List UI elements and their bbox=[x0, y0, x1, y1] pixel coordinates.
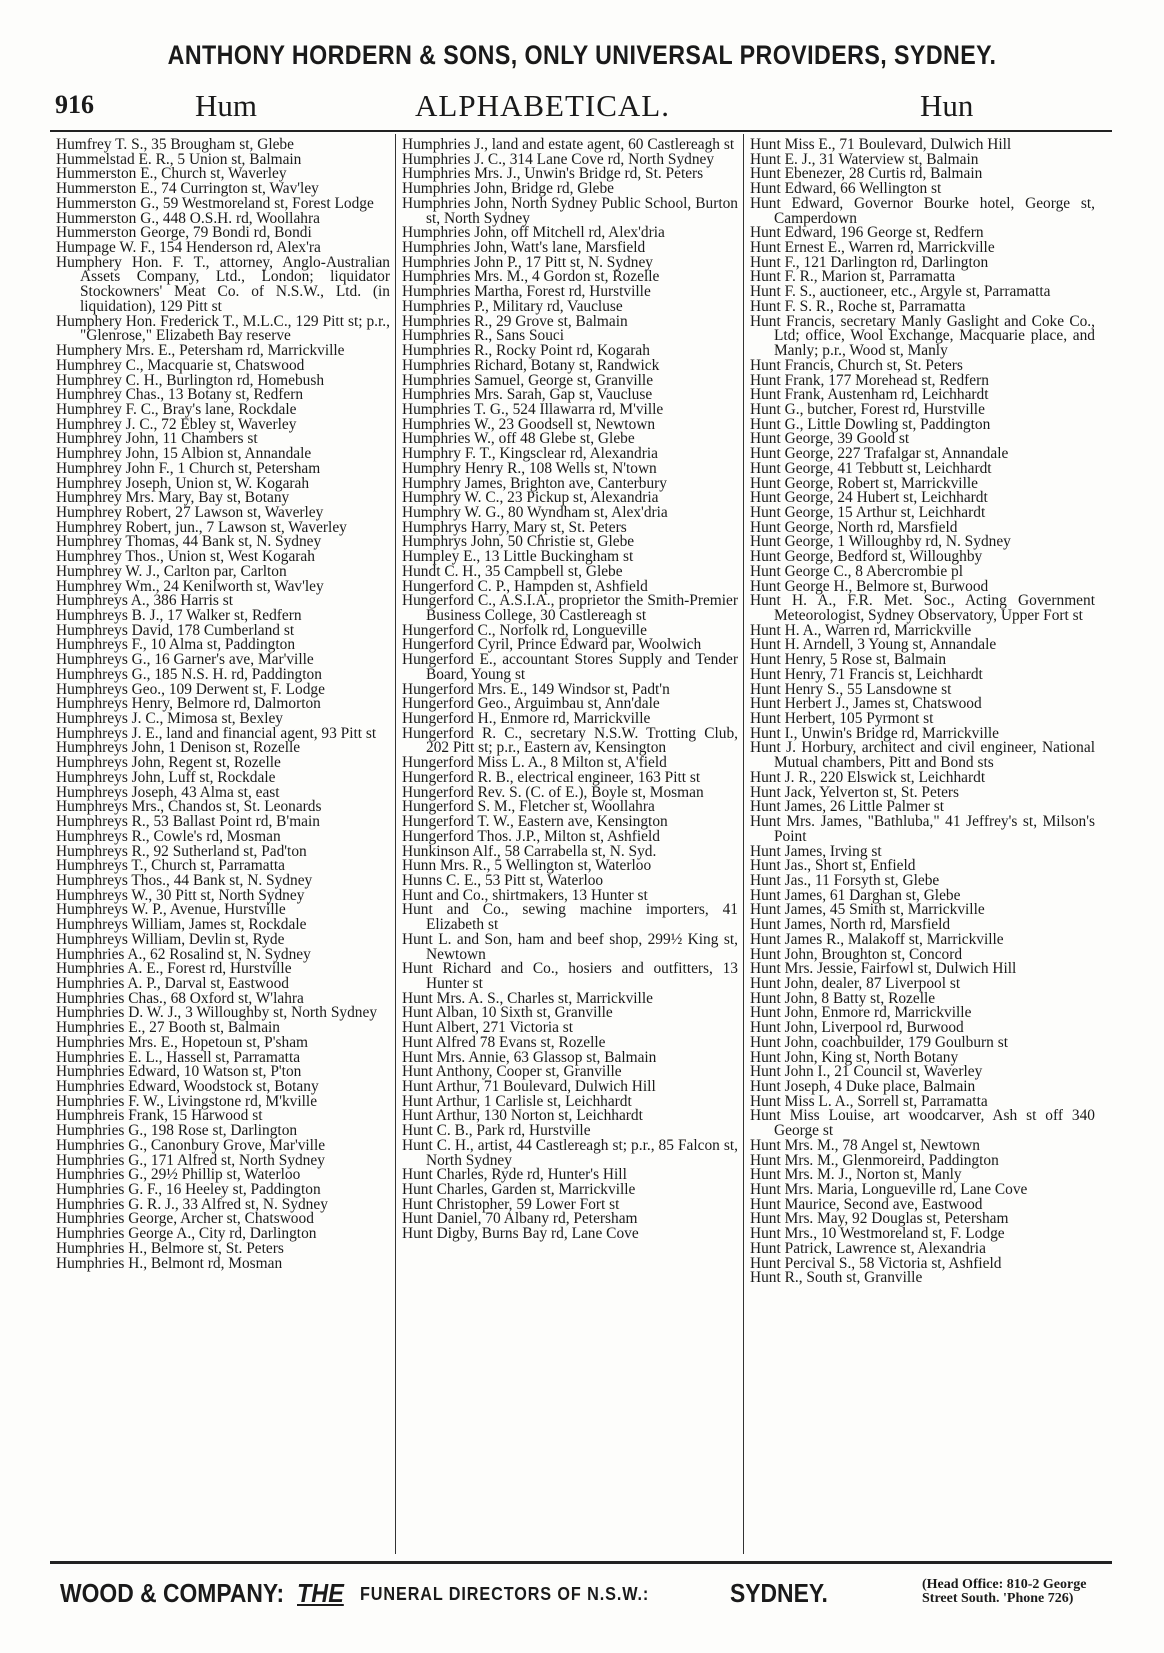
directory-entry: Humphries J. C., 314 Lane Cove rd, North Sydney bbox=[402, 150, 715, 168]
directory-entry: Humphries John, Bridge rd, Glebe bbox=[402, 180, 615, 198]
directory-entry: Hunt George, 15 Arthur st, Leichhardt bbox=[750, 503, 986, 521]
directory-entry: Hunt Albert, 271 Victoria st bbox=[402, 1019, 574, 1037]
directory-entry: Humpley E., 13 Little Buckingham st bbox=[402, 548, 634, 566]
directory-entry: Hunt Arthur, 130 Norton st, Leichhardt bbox=[402, 1107, 643, 1125]
directory-entry: Humphreys William, Devlin st, Ryde bbox=[56, 930, 285, 948]
directory-entry: Humphrey Chas., 13 Botany st, Redfern bbox=[56, 386, 304, 404]
directory-entry: Humphreys R., Cowle's rd, Mosman bbox=[56, 827, 281, 845]
directory-entry: Hunt F., 121 Darlington rd, Darlington bbox=[750, 253, 989, 271]
footer-rule bbox=[50, 1561, 1112, 1564]
directory-entry: Hunt Henry, 71 Francis st, Leichhardt bbox=[750, 665, 983, 683]
page-number: 916 bbox=[55, 90, 94, 119]
directory-entry: Humphrey John, 11 Chambers st bbox=[56, 430, 258, 448]
directory-entry: Hunt John, 8 Batty st, Rozelle bbox=[750, 989, 936, 1007]
directory-entry: Hunt Miss L. A., Sorrell st, Parramatta bbox=[750, 1092, 988, 1110]
directory-entry: Humphrey C., Macquarie st, Chatswood bbox=[56, 356, 305, 374]
directory-entry: Hunt Percival S., 58 Victoria st, Ashfield bbox=[750, 1254, 1002, 1272]
directory-entry: Hunt Herbert, 105 Pyrmont st bbox=[750, 710, 934, 728]
directory-entry: Humphries R., 29 Grove st, Balmain bbox=[402, 312, 628, 330]
directory-entry: Hunt John, Broughton st, Concord bbox=[750, 945, 963, 963]
directory-entry: Humphries H., Belmore st, St. Peters bbox=[56, 1239, 284, 1257]
directory-entry: Hunn Mrs. R., 5 Wellington st, Waterloo bbox=[402, 857, 652, 875]
directory-entry: Humphreys B. J., 17 Walker st, Redfern bbox=[56, 607, 302, 624]
directory-entry: Humphreys Mrs., Chandos st, St. Leonards bbox=[56, 798, 322, 816]
directory-entry: Hummerston G., 448 O.S.H. rd, Woollahra bbox=[56, 209, 320, 227]
directory-entry: Hunt Frank, Austenham rd, Leichhardt bbox=[750, 386, 989, 404]
directory-entry: Humphreys J. C., Mimosa st, Bexley bbox=[56, 710, 284, 728]
directory-entry: Hunt Maurice, Second ave, Eastwood bbox=[750, 1195, 983, 1213]
directory-entry: Humphries H., Belmont rd, Mosman bbox=[56, 1254, 283, 1272]
directory-entry: Hunt Edward, 66 Wellington st bbox=[750, 180, 942, 198]
directory-entry: Hunt C. H., artist, 44 Castlereagh st; p.r., 85 Falcon st, North Sydney bbox=[402, 1136, 742, 1169]
directory-entry: Hunt Francis, Church st, St. Peters bbox=[750, 356, 963, 374]
directory-entry: Hummerston George, 79 Bondi rd, Bondi bbox=[56, 224, 312, 242]
directory-entry: Hungerford T. W., Eastern ave, Kensington bbox=[402, 813, 668, 831]
directory-entry: Humphrey Thomas, 44 Bank st, N. Sydney bbox=[56, 533, 322, 551]
directory-entry: Hunt Charles, Ryde rd, Hunter's Hill bbox=[402, 1166, 627, 1184]
directory-entry: Humphreys T., Church st, Parramatta bbox=[56, 857, 285, 875]
right-guide-word: Hun bbox=[920, 88, 974, 123]
directory-entry: Humphries F. W., Livingstone rd, M'kville bbox=[56, 1092, 318, 1110]
directory-entry: Hunt Patrick, Lawrence st, Alexandria bbox=[750, 1239, 986, 1257]
directory-entry: Humphreys J. E., land and financial agent, 93 Pitt st bbox=[56, 724, 377, 742]
directory-entry: Humphry W. C., 23 Pickup st, Alexandria bbox=[402, 489, 659, 507]
column-divider bbox=[743, 134, 744, 1554]
directory-entry: Hummerston E., 74 Currington st, Wav'ley bbox=[56, 180, 319, 198]
directory-entry: Hunt James, 45 Smith st, Marrickville bbox=[750, 901, 985, 919]
directory-entry: Humphry F. T., Kingsclear rd, Alexandria bbox=[402, 445, 658, 463]
directory-entry: Hunt George, 39 Goold st bbox=[750, 430, 910, 448]
directory-entry: Humphery Hon. F. T., attorney, Anglo-Australian Assets Company, Ltd., London; liquidator Stockowners' Meat Co. of N.S.W., Ltd. (in liquidation), 129 Pitt st bbox=[56, 253, 394, 315]
directory-entry: Humphries Edward, Woodstock st, Botany bbox=[56, 1078, 319, 1095]
directory-entry: Humpage W. F., 154 Henderson rd, Alex'ra bbox=[56, 239, 321, 257]
directory-entry: Hunt Frank, 177 Morehead st, Redfern bbox=[750, 371, 989, 389]
directory-column-1 bbox=[56, 136, 394, 1272]
directory-entry: Hungerford Rev. S. (C. of E.), Boyle st, Mosman bbox=[402, 783, 704, 801]
directory-entry: Humphrey John F., 1 Church st, Petersham bbox=[56, 459, 321, 477]
directory-entry: Humphreys David, 178 Cumberland st bbox=[56, 621, 295, 639]
directory-entry: Humphries E. L., Hassell st, Parramatta bbox=[56, 1048, 301, 1066]
footer-tagline: FUNERAL DIRECTORS OF N.S.W.: bbox=[360, 1584, 650, 1604]
directory-entry: Hunt F. R., Marion st, Parramatta bbox=[750, 268, 956, 286]
directory-entry: Hunt Francis, secretary Manly Gaslight and Coke Co., Ltd; office, Wool Exchange, Macquarie place, and Manly; p.r., Wood st, Manly bbox=[750, 312, 1099, 360]
footer-office bbox=[922, 1578, 1086, 1606]
directory-entry: Hunt Mrs. James, "Bathluba," 41 Jeffrey's st, Milson's Point bbox=[750, 813, 1099, 845]
directory-entry: Hummerston G., 59 Westmoreland st, Forest Lodge bbox=[56, 194, 374, 212]
directory-entry: Humphries G., Canonbury Grove, Mar'ville bbox=[56, 1136, 326, 1154]
directory-entry: Hunt Digby, Burns Bay rd, Lane Cove bbox=[402, 1225, 639, 1243]
directory-entry: Hunt Richard and Co., hosiers and outfitters, 13 Hunter st bbox=[402, 960, 742, 992]
directory-entry: Hunt Mrs. A. S., Charles st, Marrickville bbox=[402, 989, 653, 1007]
directory-entry: Humphries Martha, Forest rd, Hurstville bbox=[402, 283, 651, 301]
directory-entry: Hunt George, 24 Hubert st, Leichhardt bbox=[750, 489, 988, 507]
directory-entry: Hunt John I., 21 Council st, Waverley bbox=[750, 1063, 983, 1081]
directory-entry: Hungerford S. M., Fletcher st, Woollahra bbox=[402, 798, 655, 816]
directory-entry: Humphries J., land and estate agent, 60 Castlereagh st bbox=[402, 136, 735, 153]
directory-entry: Hunt F. S. R., Roche st, Parramatta bbox=[750, 297, 966, 315]
directory-entry: Humphreys W., 30 Pitt st, North Sydney bbox=[56, 886, 305, 904]
directory-entry: Humphrey Thos., Union st, West Kogarah bbox=[56, 548, 315, 566]
directory-entry: Hunt George, Bedford st, Willoughby bbox=[750, 548, 983, 566]
directory-entry: Hunt F. S., auctioneer, etc., Argyle st, Parramatta bbox=[750, 283, 1051, 301]
directory-entry: Hunt Anthony, Cooper st, Granville bbox=[402, 1063, 622, 1081]
directory-entry: Humphries W., 23 Goodsell st, Newtown bbox=[402, 415, 656, 433]
directory-entry: Humphries G., 198 Rose st, Darlington bbox=[56, 1122, 298, 1140]
directory-entry: Humphries John, Watt's lane, Marsfield bbox=[402, 239, 646, 257]
directory-entry: Hunt Jas., 11 Forsyth st, Glebe bbox=[750, 871, 940, 889]
directory-entry: Hunt J. R., 220 Elswick st, Leichhardt bbox=[750, 768, 986, 786]
directory-entry: Humphry W. G., 80 Wyndham st, Alex'dria bbox=[402, 503, 668, 521]
directory-entry: Humphries George A., City rd, Darlington bbox=[56, 1225, 317, 1243]
directory-entry: Humphries R., Rocky Point rd, Kogarah bbox=[402, 342, 650, 360]
directory-entry: Humphrey W. J., Carlton par, Carlton bbox=[56, 562, 287, 580]
directory-entry: Humphrey Mrs. Mary, Bay st, Botany bbox=[56, 489, 290, 507]
directory-entry: Hunt George, 41 Tebbutt st, Leichhardt bbox=[750, 459, 992, 477]
directory-entry: Hunt James, Irving st bbox=[750, 842, 882, 860]
directory-entry: Humphries Mrs. Sarah, Gap st, Vaucluse bbox=[402, 386, 653, 404]
directory-entry: Humphreys John, 1 Denison st, Rozelle bbox=[56, 739, 301, 757]
directory-entry: Hunt Alfred 78 Evans st, Rozelle bbox=[402, 1033, 606, 1051]
directory-entry: Humphries G., 29½ Phillip st, Waterloo bbox=[56, 1166, 301, 1184]
directory-entry: Hunt Arthur, 1 Carlisle st, Leichhardt bbox=[402, 1092, 632, 1110]
directory-entry: Humphery Mrs. E., Petersham rd, Marrickville bbox=[56, 342, 345, 360]
directory-entry: Hunt John, dealer, 87 Liverpool st bbox=[750, 974, 961, 992]
directory-entry: Humphrey J. C., 72 Ebley st, Waverley bbox=[56, 415, 297, 433]
directory-entry: Hunt James, North rd, Marsfield bbox=[750, 916, 951, 934]
directory-entry: Humphrey John, 15 Albion st, Annandale bbox=[56, 445, 312, 463]
directory-entry: Hunt Christopher, 59 Lower Fort st bbox=[402, 1195, 620, 1213]
directory-entry: Hunt George, 1 Willoughby rd, N. Sydney bbox=[750, 533, 1011, 551]
directory-entry: Hunt Jas., Short st, Enfield bbox=[750, 857, 916, 875]
directory-entry: Hunt George H., Belmore st, Burwood bbox=[750, 577, 989, 595]
directory-entry: Humphry Henry R., 108 Wells st, N'town bbox=[402, 459, 657, 477]
directory-entry: Humphrey Robert, 27 Lawson st, Waverley bbox=[56, 503, 324, 521]
directory-entry: Hungerford Cyril, Prince Edward par, Woolwich bbox=[402, 636, 702, 654]
directory-entry: Humphries Edward, 10 Watson st, P'ton bbox=[56, 1063, 302, 1081]
directory-entry: Hunt J. Horbury, architect and civil engineer, National Mutual chambers, Pitt and Bond sts bbox=[750, 739, 1099, 772]
directory-entry: Humphrey Wm., 24 Kenilworth st, Wav'ley bbox=[56, 577, 324, 595]
directory-entry: Humphries John, North Sydney Public School, Burton st, North Sydney bbox=[402, 194, 742, 227]
directory-entry: Hunt Ernest E., Warren rd, Marrickville bbox=[750, 239, 995, 257]
directory-entry: Hungerford Thos. J.P., Milton st, Ashfield bbox=[402, 827, 660, 845]
directory-entry: Hunt Miss E., 71 Boulevard, Dulwich Hill bbox=[750, 136, 1012, 153]
directory-entry: Hunt R., South st, Granville bbox=[750, 1269, 923, 1287]
directory-entry: Hungerford Miss L. A., 8 Milton st, A'field bbox=[402, 754, 667, 772]
directory-entry: Humphreys William, James st, Rockdale bbox=[56, 916, 307, 934]
directory-entry: Hunt Mrs. Jessie, Fairfowl st, Dulwich Hill bbox=[750, 960, 1017, 978]
directory-entry: Hunt James, 26 Little Palmer st bbox=[750, 798, 945, 816]
directory-entry: Hunt John, coachbuilder, 179 Goulburn st bbox=[750, 1033, 1008, 1051]
directory-entry: Humphries T. G., 524 Illawarra rd, M'ville bbox=[402, 400, 664, 418]
directory-entry: Hunt Arthur, 71 Boulevard, Dulwich Hill bbox=[402, 1078, 656, 1095]
directory-entry: Hungerford H., Enmore rd, Marrickville bbox=[402, 710, 651, 728]
header-rule bbox=[50, 130, 1112, 132]
directory-entry: Humphries Mrs. M., 4 Gordon st, Rozelle bbox=[402, 268, 660, 286]
directory-entry: Humphries Samuel, George st, Granville bbox=[402, 371, 654, 389]
directory-entry: Hungerford E., accountant Stores Supply and Tender Board, Young st bbox=[402, 651, 742, 683]
directory-entry: Humphreys G., 16 Garner's ave, Mar'ville bbox=[56, 651, 314, 669]
directory-entry: Humphreis Frank, 15 Harwood st bbox=[56, 1107, 263, 1125]
directory-entry: Hunkinson Alf., 58 Carrabella st, N. Syd. bbox=[402, 842, 657, 860]
directory-entry: Humphries John, off Mitchell rd, Alex'dria bbox=[402, 224, 665, 242]
directory-entry: Humphreys Thos., 44 Bank st, N. Sydney bbox=[56, 871, 313, 889]
advertising-banner: ANTHONY HORDERN & SONS, ONLY UNIVERSAL PROVIDERS, SYDNEY. bbox=[167, 40, 997, 70]
directory-entry: Humphrey Robert, jun., 7 Lawson st, Waverley bbox=[56, 518, 347, 536]
directory-entry: Hungerford Geo., Arguimbau st, Ann'dale bbox=[402, 695, 660, 713]
directory-entry: Hunt Mrs., 10 Westmoreland st, F. Lodge bbox=[750, 1225, 1005, 1243]
directory-entry: Humphreys W. P., Avenue, Hurstville bbox=[56, 901, 286, 919]
directory-entry: Hunt John, Enmore rd, Marrickville bbox=[750, 1004, 972, 1022]
directory-entry: Humphreys A., 386 Harris st bbox=[56, 592, 233, 610]
directory-entry: Hunt George, North rd, Marsfield bbox=[750, 518, 958, 536]
column-divider bbox=[395, 134, 396, 1554]
directory-entry: Humphreys Joseph, 43 Alma st, east bbox=[56, 783, 280, 801]
page-header bbox=[55, 88, 1115, 124]
directory-entry: Hunt H. A., Warren rd, Marrickville bbox=[750, 621, 972, 639]
directory-entry: Hunt Jack, Yelverton st, St. Peters bbox=[750, 783, 960, 801]
directory-entry: Hungerford C., A.S.I.A., proprietor the Smith-Premier Business College, 30 Castlereagh st bbox=[402, 592, 742, 624]
directory-entry: Hunt Daniel, 70 Albany rd, Petersham bbox=[402, 1210, 638, 1228]
directory-entry: Humphries D. W. J., 3 Willoughby st, North Sydney bbox=[56, 1004, 378, 1022]
directory-entry: Humphrey F. C., Bray's lane, Rockdale bbox=[56, 400, 297, 418]
directory-entry: Humphrys Harry, Mary st, St. Peters bbox=[402, 518, 627, 536]
directory-entry: Hunt Mrs. M. J., Norton st, Manly bbox=[750, 1166, 962, 1184]
directory-entry: Humphries G. F., 16 Heeley st, Paddington bbox=[56, 1181, 321, 1199]
directory-entry: Humphries E., 27 Booth st, Balmain bbox=[56, 1019, 281, 1037]
directory-entry: Humphreys John, Regent st, Rozelle bbox=[56, 754, 281, 772]
directory-entry: Humphries George, Archer st, Chatswood bbox=[56, 1210, 314, 1228]
directory-entry: Hunt E. J., 31 Waterview st, Balmain bbox=[750, 150, 979, 168]
section-title: ALPHABETICAL. bbox=[415, 88, 670, 123]
footer-company: WOOD & COMPANY: bbox=[60, 1578, 285, 1608]
directory-column-2 bbox=[402, 136, 742, 1243]
directory-entry: Hunt George C., 8 Abercrombie pl bbox=[750, 562, 964, 580]
directory-entry: Humphrey C. H., Burlington rd, Homebush bbox=[56, 371, 325, 389]
directory-entry: Humphreys Geo., 109 Derwent st, F. Lodge bbox=[56, 680, 325, 698]
directory-entry: Humphries A. P., Darval st, Eastwood bbox=[56, 974, 289, 992]
directory-entry: Humfrey T. S., 35 Brougham st, Glebe bbox=[56, 136, 294, 153]
directory-entry: Humphries G. R. J., 33 Alfred st, N. Sydney bbox=[56, 1195, 328, 1213]
directory-entry: Humphries W., off 48 Glebe st, Glebe bbox=[402, 430, 635, 448]
left-guide-word: Hum bbox=[195, 88, 257, 123]
directory-entry: Hunt G., Little Dowling st, Paddington bbox=[750, 415, 991, 433]
directory-entry: Humphreys R., 92 Sutherland st, Pad'ton bbox=[56, 842, 307, 860]
directory-entry: Humphries John P., 17 Pitt st, N. Sydney bbox=[402, 253, 653, 271]
directory-entry: Hunt Joseph, 4 Duke place, Balmain bbox=[750, 1078, 976, 1095]
directory-entry: Hummerston E., Church st, Waverley bbox=[56, 165, 287, 183]
directory-entry: Hunt George, Robert st, Marrickville bbox=[750, 474, 978, 492]
directory-entry: Humphreys G., 185 N.S. H. rd, Paddington bbox=[56, 665, 322, 683]
directory-entry: Hunt George, 227 Trafalgar st, Annandale bbox=[750, 445, 1009, 463]
directory-entry: Humphrey Joseph, Union st, W. Kogarah bbox=[56, 474, 310, 492]
directory-entry: Hunt James R., Malakoff st, Marrickville bbox=[750, 930, 1004, 948]
directory-entry: Hunt James, 61 Darghan st, Glebe bbox=[750, 886, 961, 904]
directory-entry: Hunt L. and Son, ham and beef shop, 299½ King st, Newtown bbox=[402, 930, 742, 963]
directory-entry: Hungerford R. C., secretary N.S.W. Trotting Club, 202 Pitt st; p.r., Eastern av, Kensington bbox=[402, 724, 742, 757]
directory-entry: Humphries A., 62 Rosalind st, N. Sydney bbox=[56, 945, 311, 963]
directory-entry: Humphries R., Sans Souci bbox=[402, 327, 565, 345]
directory-entry: Humphries Chas., 68 Oxford st, W'lahra bbox=[56, 989, 304, 1007]
directory-entry: Humphry James, Brighton ave, Canterbury bbox=[402, 474, 668, 492]
directory-entry: Humphreys F., 10 Alma st, Paddington bbox=[56, 636, 296, 654]
footer-city: SYDNEY. bbox=[730, 1578, 828, 1608]
directory-entry: Hunt Mrs. M., Glenmoreird, Paddington bbox=[750, 1151, 999, 1169]
directory-entry: Hunt I., Unwin's Bridge rd, Marrickville bbox=[750, 724, 999, 742]
directory-entry: Hunt Ebenezer, 28 Curtis rd, Balmain bbox=[750, 165, 983, 183]
directory-entry: Hunt Mrs. M., 78 Angel st, Newtown bbox=[750, 1136, 981, 1154]
directory-entry: Humphries A. E., Forest rd, Hurstville bbox=[56, 960, 292, 978]
directory-entry: Humphreys John, Luff st, Rockdale bbox=[56, 768, 276, 786]
directory-entry: Hunt H. A., F.R. Met. Soc., Acting Government Meteorologist, Sydney Observatory, Upper Fort st bbox=[750, 592, 1099, 624]
directory-entry: Hunt Edward, 196 George st, Redfern bbox=[750, 224, 984, 242]
directory-entry: Hummelstad E. R., 5 Union st, Balmain bbox=[56, 150, 302, 168]
directory-entry: Humphreys R., 53 Ballast Point rd, B'main bbox=[56, 813, 320, 831]
directory-entry: Humphries Richard, Botany st, Randwick bbox=[402, 356, 660, 374]
footer-office-line-2: Street South. 'Phone 726) bbox=[922, 1591, 1074, 1606]
directory-entry: Humphries Mrs. J., Unwin's Bridge rd, St. Peters bbox=[402, 165, 704, 183]
directory-entry: Hungerford Mrs. E., 149 Windsor st, Padt'n bbox=[402, 680, 670, 698]
directory-entry: Humphries P., Military rd, Vaucluse bbox=[402, 297, 623, 315]
directory-entry: Humphrys John, 50 Christie st, Glebe bbox=[402, 533, 635, 551]
directory-entry: Hunt G., butcher, Forest rd, Hurstville bbox=[750, 400, 985, 418]
directory-entry: Hunt Herbert J., James st, Chatswood bbox=[750, 695, 982, 713]
directory-entry: Hunt Mrs. Annie, 63 Glassop st, Balmain bbox=[402, 1048, 657, 1066]
directory-entry: Hunt and Co., shirtmakers, 13 Hunter st bbox=[402, 886, 648, 904]
directory-entry: Hunt John, King st, North Botany bbox=[750, 1048, 959, 1066]
footer-office-line-1: (Head Office: 810-2 George bbox=[922, 1577, 1087, 1592]
directory-entry: Hunt Alban, 10 Sixth st, Granville bbox=[402, 1004, 613, 1022]
directory-entry: Hunt Miss Louise, art woodcarver, Ash st off 340 George st bbox=[750, 1107, 1099, 1140]
directory-entry: Hungerford C. P., Hampden st, Ashfield bbox=[402, 577, 648, 595]
directory-entry: Hungerford R. B., electrical engineer, 163 Pitt st bbox=[402, 768, 701, 786]
directory-entry: Hunt and Co., sewing machine importers, 41 Elizabeth st bbox=[402, 901, 742, 934]
directory-entry: Humphries G., 171 Alfred st, North Sydney bbox=[56, 1151, 325, 1169]
directory-entry: Hunt Mrs. Maria, Longueville rd, Lane Cove bbox=[750, 1181, 1028, 1199]
directory-column-3 bbox=[750, 136, 1099, 1287]
directory-entry: Hunt Charles, Garden st, Marrickville bbox=[402, 1181, 636, 1199]
directory-entry: Hunt Mrs. May, 92 Douglas st, Petersham bbox=[750, 1210, 1009, 1228]
directory-entry: Hunt Henry S., 55 Lansdowne st bbox=[750, 680, 952, 698]
directory-entry: Hunt John, Liverpool rd, Burwood bbox=[750, 1019, 964, 1037]
directory-entry: Humphries Mrs. E., Hopetoun st, P'sham bbox=[56, 1033, 309, 1051]
footer-the: THE bbox=[297, 1578, 344, 1608]
directory-entry: Humphreys Henry, Belmore rd, Dalmorton bbox=[56, 695, 321, 713]
footer-advertisement bbox=[60, 1576, 1120, 1616]
directory-entry: Hunt Henry, 5 Rose st, Balmain bbox=[750, 651, 947, 669]
directory-entry: Hungerford C., Norfolk rd, Longueville bbox=[402, 621, 647, 639]
directory-entry: Hunns C. E., 53 Pitt st, Waterloo bbox=[402, 871, 604, 889]
directory-entry: Hunt H. Arndell, 3 Young st, Annandale bbox=[750, 636, 997, 654]
directory-entry: Hundt C. H., 35 Campbell st, Glebe bbox=[402, 562, 623, 580]
directory-entry: Hunt Edward, Governor Bourke hotel, George st, Camperdown bbox=[750, 194, 1099, 227]
directory-entry: Hunt C. B., Park rd, Hurstville bbox=[402, 1122, 591, 1140]
directory-entry: Humphery Hon. Frederick T., M.L.C., 129 Pitt st; p.r., "Glenrose," Elizabeth Bay reserve bbox=[56, 312, 394, 345]
